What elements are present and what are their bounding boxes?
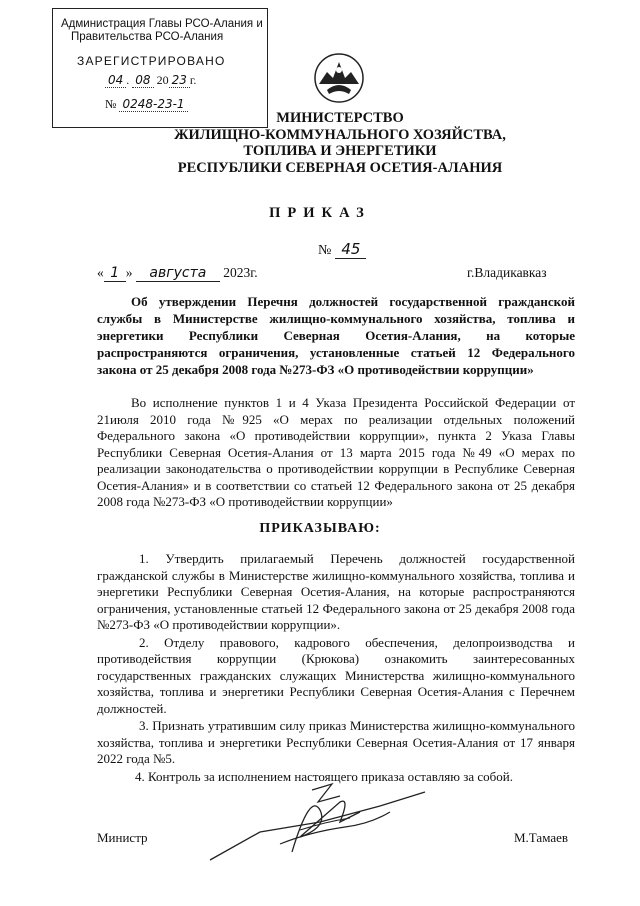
city: г.Владикавказ <box>467 265 547 280</box>
date-open-quote: « <box>97 265 104 280</box>
stamp-number-label: № <box>105 97 117 111</box>
list-item: 4. Контроль за исполнением настоящего приказа оставляю за собой. <box>135 768 513 784</box>
order-word: ПРИКАЗЫВАЮ: <box>259 521 381 536</box>
date-year: 2023г. <box>223 265 258 280</box>
document-title: ПРИКАЗ <box>269 205 371 221</box>
coat-of-arms-icon <box>313 50 365 106</box>
stamp-date: 04 . 08 20 23 г. <box>105 73 196 88</box>
header-line-3: ТОПЛИВА И ЭНЕРГЕТИКИ <box>243 143 437 159</box>
list-item: 1. Утвердить прилагаемый Перечень должностей государственной гражданской службы в Министерстве жилищно-коммунального хозяйства, топлива и энергетики Республики Северная Осетия-Алания, на которые распространяются ограничения, установленные статьей 12 Федерального закона от 25 декабря 2008 года №273-ФЗ «О противодействии коррупции». <box>97 551 575 632</box>
date-month: августа <box>136 265 220 282</box>
date-close-quote: » <box>125 265 133 280</box>
stamp-registered: ЗАРЕГИСТРИРОВАНО <box>77 54 226 68</box>
order-number-label: № <box>318 243 332 258</box>
order-number <box>318 240 366 259</box>
signature-image <box>200 782 430 872</box>
list-item: 2. Отделу правового, кадрового обеспечения, делопроизводства и противодействия коррупции (Крюкова) ознакомить заинтересованных государственных гражданских служащих Министерства жилищно-коммунального хозяйства, топлива и энергетики Республики Северная Осетия-Алания с Перечнем должностей. <box>97 634 575 716</box>
header-line-1: МИНИСТЕРСТВО <box>276 110 404 126</box>
stamp-date-day: 04 <box>105 73 126 88</box>
signatory-name: М.Тамаев <box>514 830 569 845</box>
preamble: Во исполнение пунктов 1 и 4 Указа Президента Российской Федерации от 21июля 2010 года №925 «О мерах по реализации отдельных положений Федерального закона «О противодействии коррупции», пункта 2 Указа Главы Республики Северная Осетия-Алания от 13 марта 2015 года №49 «О мерах по реализации законодательства о противодействии коррупции в Республике Северная Осетия-Алания» и в соответствии со статьей 12 Федерального закона от 25 декабря 2008 года №273-ФЗ «О противодействии коррупции» <box>97 395 575 509</box>
stamp-date-suffix: г. <box>189 73 197 87</box>
list-item: 3. Признать утратившим силу приказ Министерства жилищно-коммунального хозяйства, топлива и энергетики Республики Северная Осетия-Алания от 17 января 2022 года №5. <box>97 718 575 766</box>
stamp-line-1: Администрация Главы РСО-Алания и <box>61 18 263 30</box>
stamp-date-year-prefix: 20 <box>156 73 169 87</box>
stamp-date-month: 08 <box>132 73 153 88</box>
header-line-2: ЖИЛИЩНО-КОММУНАЛЬНОГО ХОЗЯЙСТВА, <box>174 126 506 143</box>
stamp-number-value: 0248-23-1 <box>119 97 187 112</box>
stamp-line-2: Правительства РСО-Алания <box>71 31 224 43</box>
order-subject: Об утверждении Перечня должностей государственной гражданской службы в Министерстве жилищно-коммунального хозяйства, топлива и энергетики Республики Северная Осетия-Алания, на которые распространяются ограничения, установленные статьей 12 Федерального закона от 25 декабря 2008 года №273-ФЗ «О противодействии коррупции» <box>97 294 575 377</box>
date-day: 1 <box>104 265 126 282</box>
stamp-date-year-suffix: 23 <box>169 73 190 88</box>
header-line-4: РЕСПУБЛИКИ СЕВЕРНАЯ ОСЕТИЯ-АЛАНИЯ <box>177 159 503 176</box>
order-number-value: 45 <box>335 240 366 259</box>
signatory-title: Министр <box>97 830 148 845</box>
order-items <box>97 551 575 786</box>
order-date <box>97 265 258 282</box>
ministry-header <box>140 110 540 176</box>
